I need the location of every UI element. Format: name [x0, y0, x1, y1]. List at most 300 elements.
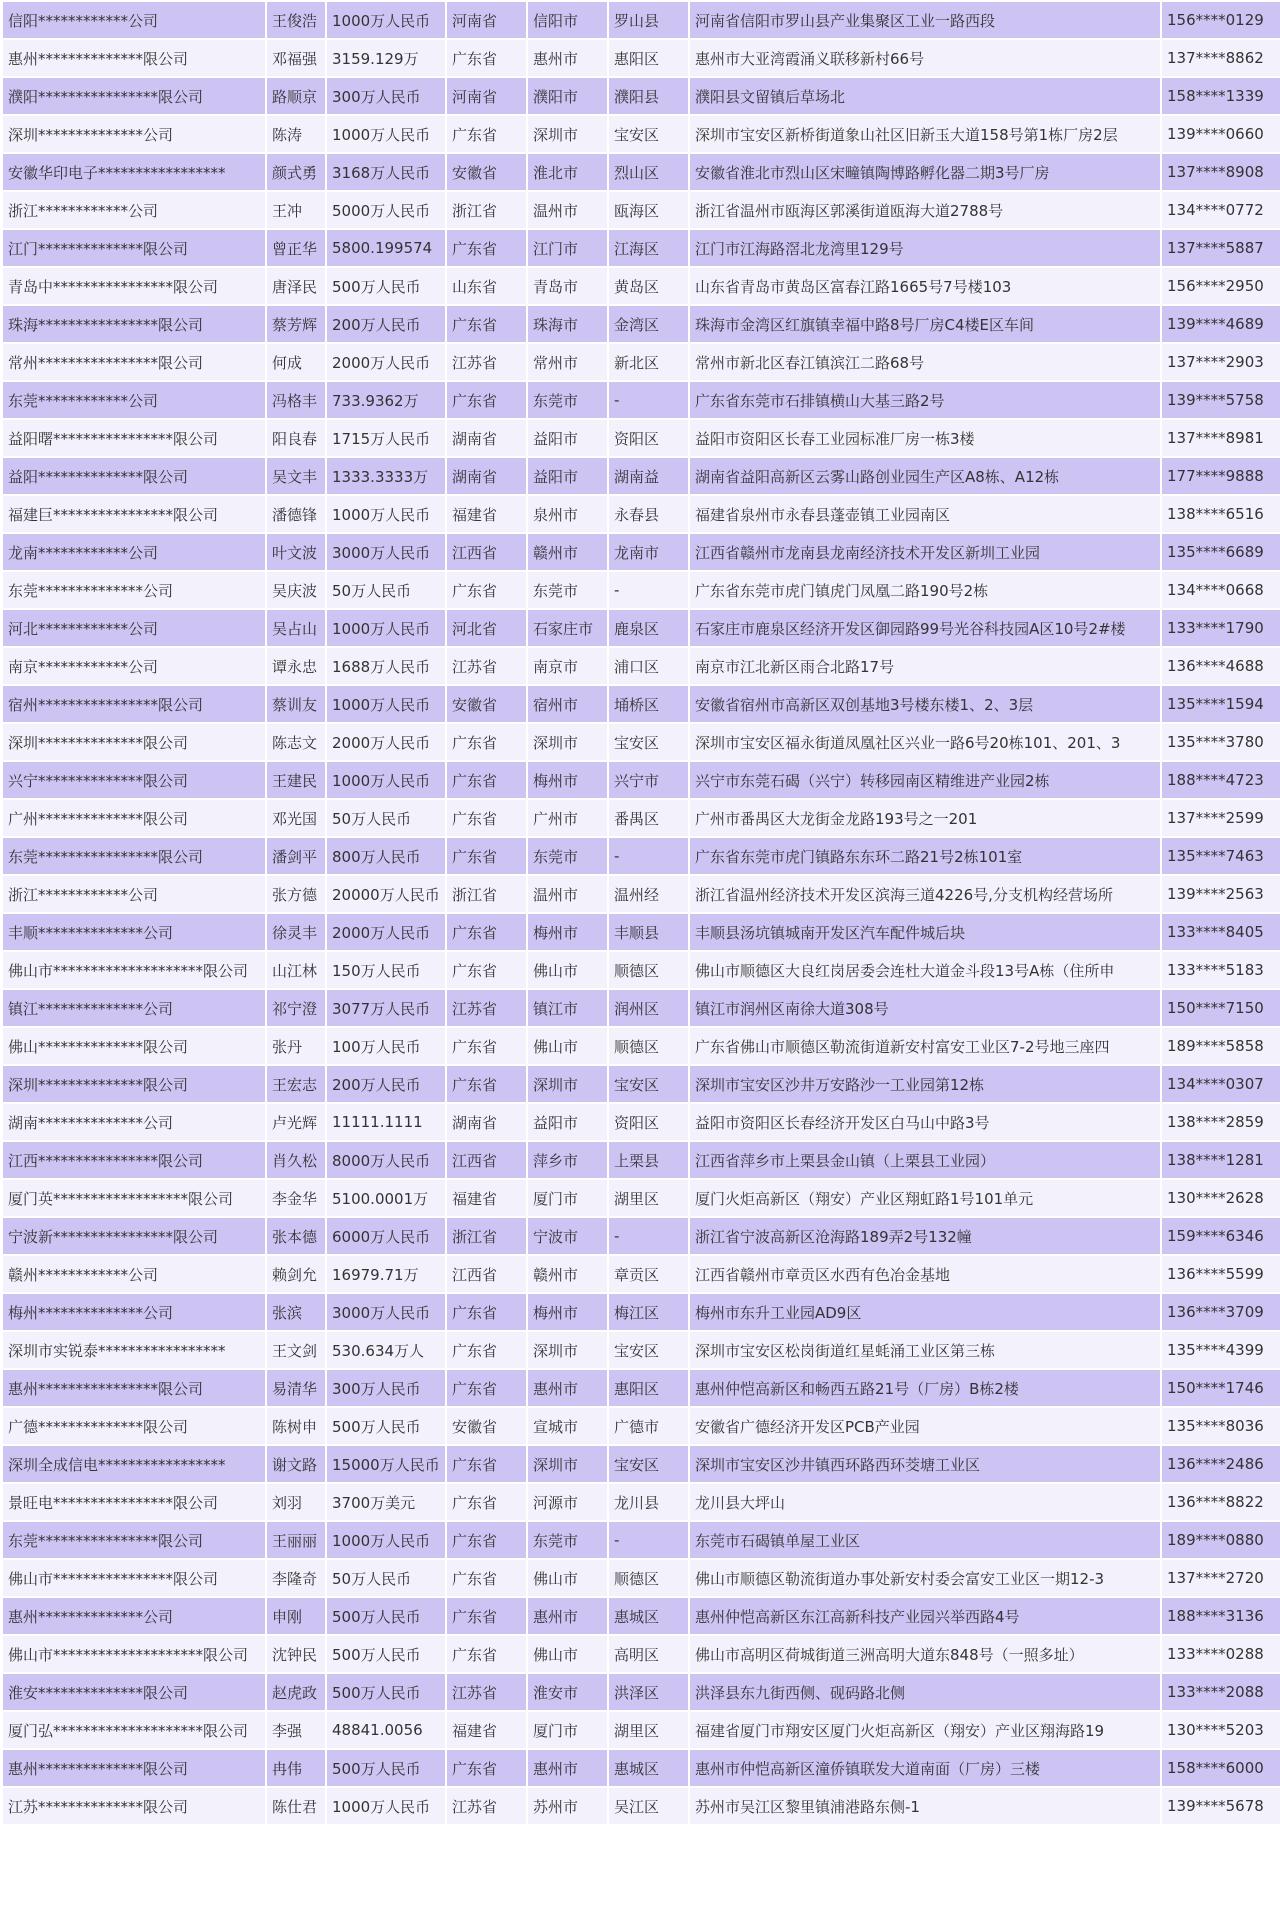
cell-company: 浙江************公司 [3, 876, 265, 912]
table-row [3, 1446, 1280, 1482]
cell-address: 广州市番禺区大龙街金龙路193号之一201 [690, 800, 1160, 836]
cell-address: 广东省东莞市石排镇横山大基三路2号 [690, 382, 1160, 418]
cell-legal-rep: 陈涛 [267, 116, 325, 152]
cell-city: 佛山市 [528, 1560, 607, 1596]
cell-phone: 136****4688 [1162, 648, 1280, 684]
cell-district: 兴宁市 [609, 762, 688, 798]
cell-address: 浙江省温州市瓯海区郭溪街道瓯海大道2788号 [690, 192, 1160, 228]
cell-district: 宝安区 [609, 116, 688, 152]
cell-city: 镇江市 [528, 990, 607, 1026]
cell-province: 湖南省 [447, 458, 526, 494]
cell-company: 佛山**************限公司 [3, 1028, 265, 1064]
cell-legal-rep: 李强 [267, 1712, 325, 1748]
cell-province: 江苏省 [447, 648, 526, 684]
cell-address: 苏州市吴江区黎里镇浦港路东侧-1 [690, 1788, 1160, 1824]
cell-district: 惠阳区 [609, 1370, 688, 1406]
cell-capital: 1000万人民币 [327, 686, 445, 722]
cell-capital: 200万人民币 [327, 306, 445, 342]
cell-district: 湖南益 [609, 458, 688, 494]
table-row [3, 1560, 1280, 1596]
table-row [3, 990, 1280, 1026]
cell-legal-rep: 冯格丰 [267, 382, 325, 418]
cell-province: 广东省 [447, 1028, 526, 1064]
cell-district: 湖里区 [609, 1712, 688, 1748]
cell-phone: 133****2088 [1162, 1674, 1280, 1710]
cell-capital: 500万人民币 [327, 1636, 445, 1672]
cell-address: 濮阳县文留镇后草场北 [690, 78, 1160, 114]
cell-capital: 8000万人民币 [327, 1142, 445, 1178]
cell-address: 南京市江北新区雨合北路17号 [690, 648, 1160, 684]
cell-company: 东莞************公司 [3, 382, 265, 418]
cell-province: 广东省 [447, 306, 526, 342]
cell-province: 广东省 [447, 800, 526, 836]
cell-province: 广东省 [447, 1750, 526, 1786]
cell-phone: 138****1281 [1162, 1142, 1280, 1178]
cell-district: 湖里区 [609, 1180, 688, 1216]
cell-province: 福建省 [447, 1180, 526, 1216]
cell-district: 惠城区 [609, 1750, 688, 1786]
cell-capital: 1000万人民币 [327, 116, 445, 152]
cell-province: 山东省 [447, 268, 526, 304]
cell-capital: 5000万人民币 [327, 192, 445, 228]
cell-capital: 20000万人民币 [327, 876, 445, 912]
table-row [3, 1218, 1280, 1254]
cell-phone: 133****8405 [1162, 914, 1280, 950]
table-row [3, 1636, 1280, 1672]
cell-phone: 135****1594 [1162, 686, 1280, 722]
cell-legal-rep: 赵虎政 [267, 1674, 325, 1710]
cell-city: 江门市 [528, 230, 607, 266]
table-row [3, 724, 1280, 760]
cell-city: 深圳市 [528, 1332, 607, 1368]
cell-capital: 300万人民币 [327, 78, 445, 114]
table-row [3, 192, 1280, 228]
cell-district: 金湾区 [609, 306, 688, 342]
cell-province: 福建省 [447, 496, 526, 532]
table-row [3, 458, 1280, 494]
table-row [3, 1674, 1280, 1710]
cell-capital: 800万人民币 [327, 838, 445, 874]
cell-address: 安徽省淮北市烈山区宋疃镇陶博路孵化器二期3号厂房 [690, 154, 1160, 190]
cell-phone: 189****0880 [1162, 1522, 1280, 1558]
cell-address: 广东省东莞市虎门镇路东东环二路21号2栋101室 [690, 838, 1160, 874]
cell-city: 宣城市 [528, 1408, 607, 1444]
cell-company: 深圳**************限公司 [3, 1066, 265, 1102]
cell-legal-rep: 陈志文 [267, 724, 325, 760]
cell-province: 广东省 [447, 1636, 526, 1672]
cell-legal-rep: 吴占山 [267, 610, 325, 646]
cell-address: 梅州市东升工业园AD9区 [690, 1294, 1160, 1330]
cell-district: 烈山区 [609, 154, 688, 190]
cell-address: 湖南省益阳高新区云雾山路创业园生产区A8栋、A12栋 [690, 458, 1160, 494]
cell-province: 广东省 [447, 230, 526, 266]
cell-district: 番禺区 [609, 800, 688, 836]
cell-city: 南京市 [528, 648, 607, 684]
cell-legal-rep: 王文剑 [267, 1332, 325, 1368]
cell-phone: 137****2720 [1162, 1560, 1280, 1596]
cell-phone: 139****5758 [1162, 382, 1280, 418]
cell-district: 上栗县 [609, 1142, 688, 1178]
cell-legal-rep: 易清华 [267, 1370, 325, 1406]
cell-address: 厦门火炬高新区（翔安）产业区翔虹路1号101单元 [690, 1180, 1160, 1216]
cell-company: 东莞****************限公司 [3, 838, 265, 874]
cell-phone: 133****0288 [1162, 1636, 1280, 1672]
cell-city: 东莞市 [528, 838, 607, 874]
cell-province: 广东省 [447, 116, 526, 152]
table-row [3, 572, 1280, 608]
table-row [3, 306, 1280, 342]
table-row [3, 1484, 1280, 1520]
cell-city: 深圳市 [528, 1446, 607, 1482]
cell-company: 东莞**************公司 [3, 572, 265, 608]
cell-phone: 135****4399 [1162, 1332, 1280, 1368]
cell-address: 浙江省宁波高新区沧海路189弄2号132幢 [690, 1218, 1160, 1254]
cell-city: 东莞市 [528, 382, 607, 418]
cell-capital: 1688万人民币 [327, 648, 445, 684]
cell-address: 佛山市顺德区大良红岗居委会连杜大道金斗段13号A栋（住所申 [690, 952, 1160, 988]
cell-company: 深圳全成信电***************** [3, 1446, 265, 1482]
cell-company: 镇江**************公司 [3, 990, 265, 1026]
cell-district: 惠城区 [609, 1598, 688, 1634]
cell-company: 江门**************限公司 [3, 230, 265, 266]
cell-province: 广东省 [447, 914, 526, 950]
cell-phone: 134****0668 [1162, 572, 1280, 608]
cell-legal-rep: 陈树申 [267, 1408, 325, 1444]
table-row [3, 1028, 1280, 1064]
cell-district: 黄岛区 [609, 268, 688, 304]
cell-city: 宿州市 [528, 686, 607, 722]
cell-province: 广东省 [447, 40, 526, 76]
cell-capital: 3000万人民币 [327, 534, 445, 570]
cell-legal-rep: 潘德锋 [267, 496, 325, 532]
table-row [3, 154, 1280, 190]
cell-city: 益阳市 [528, 1104, 607, 1140]
cell-province: 广东省 [447, 1370, 526, 1406]
cell-province: 浙江省 [447, 192, 526, 228]
cell-district: 宝安区 [609, 1332, 688, 1368]
cell-capital: 200万人民币 [327, 1066, 445, 1102]
cell-phone: 136****2486 [1162, 1446, 1280, 1482]
cell-district: 吴江区 [609, 1788, 688, 1824]
cell-company: 深圳**************公司 [3, 116, 265, 152]
cell-province: 安徽省 [447, 1408, 526, 1444]
cell-company: 龙南************公司 [3, 534, 265, 570]
table-row [3, 420, 1280, 456]
cell-address: 福建省泉州市永春县蓬壶镇工业园南区 [690, 496, 1160, 532]
cell-company: 惠州****************限公司 [3, 1370, 265, 1406]
cell-city: 珠海市 [528, 306, 607, 342]
cell-company: 佛山市********************限公司 [3, 952, 265, 988]
cell-district: 顺德区 [609, 952, 688, 988]
cell-province: 广东省 [447, 1560, 526, 1596]
table-row [3, 78, 1280, 114]
cell-address: 浙江省温州经济技术开发区滨海三道4226号,分支机构经营场所 [690, 876, 1160, 912]
cell-address: 丰顺县汤坑镇城南开发区汽车配件城后块 [690, 914, 1160, 950]
cell-province: 广东省 [447, 1484, 526, 1520]
cell-district: 宝安区 [609, 1446, 688, 1482]
table-row [3, 1332, 1280, 1368]
cell-company: 宿州****************限公司 [3, 686, 265, 722]
cell-province: 广东省 [447, 1446, 526, 1482]
cell-capital: 2000万人民币 [327, 344, 445, 380]
cell-phone: 137****5887 [1162, 230, 1280, 266]
cell-company: 厦门英******************限公司 [3, 1180, 265, 1216]
cell-address: 兴宁市东莞石碣（兴宁）转移园南区精维进产业园2栋 [690, 762, 1160, 798]
cell-legal-rep: 张方德 [267, 876, 325, 912]
cell-legal-rep: 徐灵丰 [267, 914, 325, 950]
cell-district: 丰顺县 [609, 914, 688, 950]
cell-company: 兴宁**************限公司 [3, 762, 265, 798]
cell-capital: 50万人民币 [327, 1560, 445, 1596]
cell-capital: 530.634万人 [327, 1332, 445, 1368]
cell-company: 福建巨****************限公司 [3, 496, 265, 532]
cell-legal-rep: 张丹 [267, 1028, 325, 1064]
cell-address: 安徽省广德经济开发区PCB产业园 [690, 1408, 1160, 1444]
cell-company: 惠州**************限公司 [3, 40, 265, 76]
cell-address: 惠州仲恺高新区东江高新科技产业园兴举西路4号 [690, 1598, 1160, 1634]
cell-district: 顺德区 [609, 1028, 688, 1064]
cell-city: 广州市 [528, 800, 607, 836]
cell-city: 佛山市 [528, 1028, 607, 1064]
cell-district: - [609, 382, 688, 418]
table-body [3, 2, 1280, 1824]
cell-address: 东莞市石碣镇单屋工业区 [690, 1522, 1160, 1558]
cell-capital: 1000万人民币 [327, 2, 445, 38]
cell-capital: 50万人民币 [327, 572, 445, 608]
cell-province: 广东省 [447, 1332, 526, 1368]
cell-district: 龙南市 [609, 534, 688, 570]
cell-district: 浦口区 [609, 648, 688, 684]
cell-district: 永春县 [609, 496, 688, 532]
table-row [3, 1104, 1280, 1140]
cell-province: 江苏省 [447, 990, 526, 1026]
cell-legal-rep: 谢文路 [267, 1446, 325, 1482]
cell-phone: 188****3136 [1162, 1598, 1280, 1634]
cell-legal-rep: 邓福强 [267, 40, 325, 76]
cell-district: 宝安区 [609, 724, 688, 760]
table-row [3, 116, 1280, 152]
cell-capital: 3700万美元 [327, 1484, 445, 1520]
cell-district: 温州经 [609, 876, 688, 912]
cell-city: 惠州市 [528, 40, 607, 76]
cell-province: 广东省 [447, 1066, 526, 1102]
cell-address: 山东省青岛市黄岛区富春江路1665号7号楼103 [690, 268, 1160, 304]
cell-address: 深圳市宝安区沙井镇西环路西环茭塘工业区 [690, 1446, 1160, 1482]
cell-district: 洪泽区 [609, 1674, 688, 1710]
cell-company: 珠海****************限公司 [3, 306, 265, 342]
cell-city: 河源市 [528, 1484, 607, 1520]
cell-province: 湖南省 [447, 420, 526, 456]
cell-legal-rep: 沈钟民 [267, 1636, 325, 1672]
cell-city: 石家庄市 [528, 610, 607, 646]
cell-province: 广东省 [447, 762, 526, 798]
cell-address: 洪泽县东九街西侧、砚码路北侧 [690, 1674, 1160, 1710]
cell-legal-rep: 赖剑允 [267, 1256, 325, 1292]
cell-address: 深圳市宝安区松岗街道红星蚝涌工业区第三栋 [690, 1332, 1160, 1368]
table-row [3, 762, 1280, 798]
cell-company: 丰顺**************公司 [3, 914, 265, 950]
cell-province: 广东省 [447, 952, 526, 988]
cell-province: 安徽省 [447, 686, 526, 722]
cell-legal-rep: 陈仕君 [267, 1788, 325, 1824]
table-row [3, 382, 1280, 418]
cell-phone: 137****8981 [1162, 420, 1280, 456]
cell-phone: 139****2563 [1162, 876, 1280, 912]
cell-company: 广州**************限公司 [3, 800, 265, 836]
cell-phone: 134****0307 [1162, 1066, 1280, 1102]
cell-capital: 500万人民币 [327, 1750, 445, 1786]
cell-address: 龙川县大坪山 [690, 1484, 1160, 1520]
cell-company: 濮阳****************限公司 [3, 78, 265, 114]
table-row [3, 1256, 1280, 1292]
cell-phone: 159****6346 [1162, 1218, 1280, 1254]
cell-address: 惠州市大亚湾霞涌义联移新村66号 [690, 40, 1160, 76]
cell-city: 赣州市 [528, 1256, 607, 1292]
table-row [3, 914, 1280, 950]
cell-capital: 5800.199574 [327, 230, 445, 266]
cell-address: 佛山市高明区荷城街道三洲高明大道东848号（一照多址） [690, 1636, 1160, 1672]
cell-phone: 150****1746 [1162, 1370, 1280, 1406]
cell-company: 惠州**************公司 [3, 1598, 265, 1634]
cell-capital: 1715万人民币 [327, 420, 445, 456]
cell-district: - [609, 1218, 688, 1254]
cell-city: 惠州市 [528, 1750, 607, 1786]
cell-capital: 733.9362万 [327, 382, 445, 418]
cell-city: 温州市 [528, 192, 607, 228]
cell-city: 淮安市 [528, 1674, 607, 1710]
cell-legal-rep: 张本德 [267, 1218, 325, 1254]
cell-city: 萍乡市 [528, 1142, 607, 1178]
cell-legal-rep: 李金华 [267, 1180, 325, 1216]
cell-capital: 2000万人民币 [327, 724, 445, 760]
table-row [3, 1522, 1280, 1558]
cell-address: 深圳市宝安区新桥街道象山社区旧新玉大道158号第1栋厂房2层 [690, 116, 1160, 152]
cell-legal-rep: 唐泽民 [267, 268, 325, 304]
cell-legal-rep: 李隆奇 [267, 1560, 325, 1596]
cell-legal-rep: 申刚 [267, 1598, 325, 1634]
cell-company: 深圳市实锐泰***************** [3, 1332, 265, 1368]
cell-province: 江苏省 [447, 344, 526, 380]
cell-legal-rep: 卢光辉 [267, 1104, 325, 1140]
cell-phone: 137****8908 [1162, 154, 1280, 190]
cell-company: 常州****************限公司 [3, 344, 265, 380]
cell-company: 南京************公司 [3, 648, 265, 684]
cell-address: 深圳市宝安区沙井万安路沙一工业园第12栋 [690, 1066, 1160, 1102]
cell-city: 濮阳市 [528, 78, 607, 114]
cell-address: 江门市江海路滘北龙湾里129号 [690, 230, 1160, 266]
cell-province: 江西省 [447, 534, 526, 570]
cell-district: 资阳区 [609, 1104, 688, 1140]
cell-phone: 137****2903 [1162, 344, 1280, 380]
cell-company: 青岛中****************限公司 [3, 268, 265, 304]
cell-capital: 1000万人民币 [327, 762, 445, 798]
cell-company: 浙江************公司 [3, 192, 265, 228]
table-row [3, 2, 1280, 38]
table-row [3, 1142, 1280, 1178]
cell-legal-rep: 潘剑平 [267, 838, 325, 874]
cell-province: 广东省 [447, 382, 526, 418]
cell-city: 深圳市 [528, 116, 607, 152]
cell-phone: 158****1339 [1162, 78, 1280, 114]
cell-city: 苏州市 [528, 1788, 607, 1824]
cell-phone: 156****2950 [1162, 268, 1280, 304]
cell-city: 佛山市 [528, 952, 607, 988]
table-row [3, 686, 1280, 722]
cell-phone: 188****4723 [1162, 762, 1280, 798]
cell-legal-rep: 王俊浩 [267, 2, 325, 38]
cell-district: 宝安区 [609, 1066, 688, 1102]
cell-legal-rep: 山江林 [267, 952, 325, 988]
cell-province: 福建省 [447, 1712, 526, 1748]
cell-city: 宁波市 [528, 1218, 607, 1254]
cell-district: 瓯海区 [609, 192, 688, 228]
cell-company: 厦门弘********************限公司 [3, 1712, 265, 1748]
cell-capital: 5100.0001万 [327, 1180, 445, 1216]
table-row [3, 344, 1280, 380]
cell-city: 深圳市 [528, 1066, 607, 1102]
cell-address: 深圳市宝安区福永街道凤凰社区兴业一路6号20栋101、201、3 [690, 724, 1160, 760]
table-row [3, 268, 1280, 304]
cell-phone: 135****7463 [1162, 838, 1280, 874]
cell-district: 江海区 [609, 230, 688, 266]
cell-district: 濮阳县 [609, 78, 688, 114]
cell-legal-rep: 王宏志 [267, 1066, 325, 1102]
cell-capital: 500万人民币 [327, 1674, 445, 1710]
cell-company: 惠州**************限公司 [3, 1750, 265, 1786]
cell-capital: 150万人民币 [327, 952, 445, 988]
cell-company: 河北************公司 [3, 610, 265, 646]
cell-capital: 500万人民币 [327, 1408, 445, 1444]
cell-phone: 158****6000 [1162, 1750, 1280, 1786]
cell-address: 广东省佛山市顺德区勒流街道新安村富安工业区7-2号地三座四 [690, 1028, 1160, 1064]
table-row [3, 610, 1280, 646]
cell-district: 龙川县 [609, 1484, 688, 1520]
cell-city: 青岛市 [528, 268, 607, 304]
cell-phone: 136****3709 [1162, 1294, 1280, 1330]
cell-address: 佛山市顺德区勒流街道办事处新安村委会富安工业区一期12-3 [690, 1560, 1160, 1596]
cell-capital: 1333.3333万 [327, 458, 445, 494]
cell-province: 安徽省 [447, 154, 526, 190]
cell-capital: 48841.0056 [327, 1712, 445, 1748]
cell-company: 东莞****************限公司 [3, 1522, 265, 1558]
cell-address: 安徽省宿州市高新区双创基地3号楼东楼1、2、3层 [690, 686, 1160, 722]
cell-city: 益阳市 [528, 458, 607, 494]
cell-legal-rep: 颜式勇 [267, 154, 325, 190]
cell-city: 常州市 [528, 344, 607, 380]
cell-phone: 156****0129 [1162, 2, 1280, 38]
cell-district: 广德市 [609, 1408, 688, 1444]
cell-city: 东莞市 [528, 1522, 607, 1558]
cell-legal-rep: 吴庆波 [267, 572, 325, 608]
cell-legal-rep: 叶文波 [267, 534, 325, 570]
cell-phone: 138****2859 [1162, 1104, 1280, 1140]
cell-province: 江西省 [447, 1256, 526, 1292]
table-row [3, 1712, 1280, 1748]
cell-company: 景旺电****************限公司 [3, 1484, 265, 1520]
cell-legal-rep: 曾正华 [267, 230, 325, 266]
cell-address: 惠州市仲恺高新区潼侨镇联发大道南面（厂房）三楼 [690, 1750, 1160, 1786]
cell-legal-rep: 肖久松 [267, 1142, 325, 1178]
cell-address: 江西省赣州市龙南县龙南经济技术开发区新圳工业园 [690, 534, 1160, 570]
cell-phone: 134****0772 [1162, 192, 1280, 228]
cell-province: 湖南省 [447, 1104, 526, 1140]
table-row [3, 230, 1280, 266]
cell-phone: 137****2599 [1162, 800, 1280, 836]
cell-company: 深圳**************限公司 [3, 724, 265, 760]
table-row [3, 40, 1280, 76]
cell-district: 章贡区 [609, 1256, 688, 1292]
cell-legal-rep: 王建民 [267, 762, 325, 798]
